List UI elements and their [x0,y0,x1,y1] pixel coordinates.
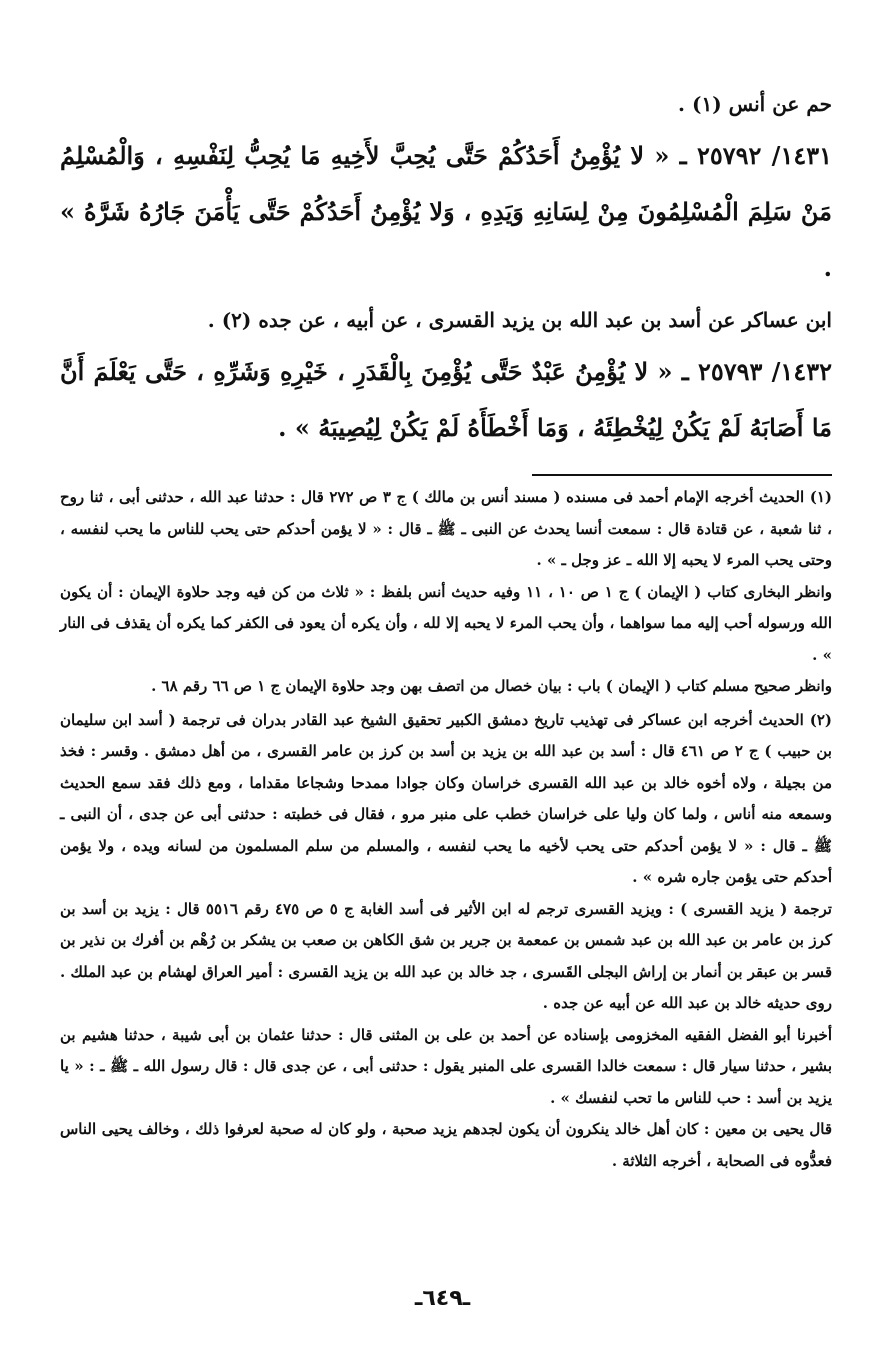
page-body [60,80,832,1179]
page-number: ـ٦٤٩ـ [414,1286,471,1311]
attribution-anas: حم عن أنس (١) . [678,92,832,116]
footnote-1 [60,482,832,703]
footnote-2-paragraph: ترجمة ( يزيد القسرى ) : ويزيد القسرى ترجم له ابن الأثير فى أسد الغابة ج ٥ ص ٤٧٥ رقم ٥٥١٦ قال : يزيد بن أسد بن كرز بن عامر بن عبد الله بن عبد شمس بن عمعمة بن جرير بن شق الكاهن بن صعب بن يشكر بن رُهْم بن أفرك بن نذير بن قسر بن عبقر بن أنمار بن إراش البجلى القَسرى ، جد خالد بن عبد الله بن يزيد القسرى : أمير العراق لهشام بن عبد الملك . روى حديثه خالد بن عبد الله عن أبيه عن جده . [60,899,832,1012]
attribution-ibn-asakir: ابن عساكر عن أسد بن عبد الله بن يزيد القسرى ، عن أبيه ، عن جده (٢) . [207,308,832,332]
footnote-2-paragraph: قال يحيى بن معين : كان أهل خالد ينكرون أن يكون لجدهم يزيد صحبة ، ولو كان له صحبة لعرفوا ذلك ، وخالف يحيى الناس فعدُّوه فى الصحابة ، أخرجه الثلاثة . [60,1120,832,1170]
hadith-25793: ١٤٣٢/ ٢٥٧٩٣ ـ « لا يُؤْمِنُ عَبْدٌ حَتَّى يُؤْمِنَ بِالْقَدَرِ ، خَيْرِهِ وَشَرِّهِ ، حَتَّى يَعْلَمَ أَنَّ مَا أَصَابَهُ لَمْ يَكُنْ لِيُخْطِئَهُ ، وَمَا أَخْطَأَهُ لَمْ يَكُنْ لِيُصِيبَهُ » . [60,357,832,442]
footnote-2 [60,705,832,1178]
main-text [60,80,832,456]
footnotes [60,482,832,1177]
footnote-1-paragraph: وانظر البخارى كتاب ( الإيمان ) ج ١ ص ١٠ ، ١١ وفيه حديث أنس بلفظ : « ثلاث من كن فيه وجد حلاوة الإيمان : أن يكون الله ورسوله أحب إليه مما سواهما ، وأن يحب المرء لا يحبه إلا لله ، وأن يكره أن يعود فى الكفر كما يكره أن يقذف فى النار » . [60,582,832,664]
footnote-2-paragraph: أخبرنا أبو الفضل الفقيه المخزومى بإسناده عن أحمد بن على بن المثنى قال : حدثنا عثمان بن أبى شيبة ، حدثنا هشيم بن بشير ، حدثنا سيار قال : سمعت خالدا القسرى على المنبر يقول : حدثنى أبى ، عن جدى قال : قال رسول الله ـ ﷺ ـ : « يا يزيد بن أسد : حب للناس ما تحب لنفسك » . [60,1025,832,1107]
footnote-1-paragraph: وانظر صحيح مسلم كتاب ( الإيمان ) باب : بيان خصال من اتصف بهن وجد حلاوة الإيمان ج ١ ص ٦٦ رقم ٦٨ . [151,677,832,695]
hadith-25792: ١٤٣١/ ٢٥٧٩٢ ـ « لا يُؤْمِنُ أَحَدُكُمْ حَتَّى يُحِبَّ لأَخِيهِ مَا يُحِبُّ لِنَفْسِهِ ، وَالْمُسْلِمُ مَنْ سَلِمَ الْمُسْلِمُونَ مِنْ لِسَانِهِ وَيَدِهِ ، وَلا يُؤْمِنُ أَحَدُكُمْ حَتَّى يَأْمَنَ جَارُهُ شَرَّهُ » . [60,141,832,282]
footnote-divider [532,474,832,476]
footnote-1-paragraph: (١) الحديث أخرجه الإمام أحمد فى مسنده ( مسند أنس بن مالك ) ج ٣ ص ٢٧٢ قال : حدثنا عبد الله ، حدثنى أبى ، ثنا روح ، ثنا شعبة ، عن قتادة قال : سمعت أنسا يحدث عن النبى ـ ﷺ ـ قال : « لا يؤمن أحدكم حتى يحب للناس ما يحب لنفسه ، وحتى يحب المرء لا يحبه إلا الله ـ عز وجل ـ » . [60,488,833,569]
footnote-2-paragraph: (٢) الحديث أخرجه ابن عساكر فى تهذيب تاريخ دمشق الكبير تحقيق الشيخ عبد القادر بدران فى ترجمة ( أسد ابن سليمان بن حبيب ) ج ٢ ص ٤٦١ قال : أسد بن عبد الله بن يزيد بن أسد بن كرز بن عامر القسرى ، من أهل دمشق . وقسر : فخذ من بجيلة ، ولاه أخوه خالد بن عبد الله القسرى خراسان وكان جوادا ممدحا وشجاعا مقداما ، ومع ذلك فقد سمع الحديث وسمعه منه أناس ، ولما كان وليا على خراسان خطب على منبر مرو ، فقال فى خطبته : حدثنى أبى عن جدى ، أن النبى ـ ﷺ ـ قال : « لا يؤمن أحدكم حتى يحب لأخيه ما يحب لنفسه ، والمسلم من سلم المسلمون من لسانه ويده ، ولا يؤمن أحدكم حتى يؤمن جاره شره » . [60,710,832,886]
